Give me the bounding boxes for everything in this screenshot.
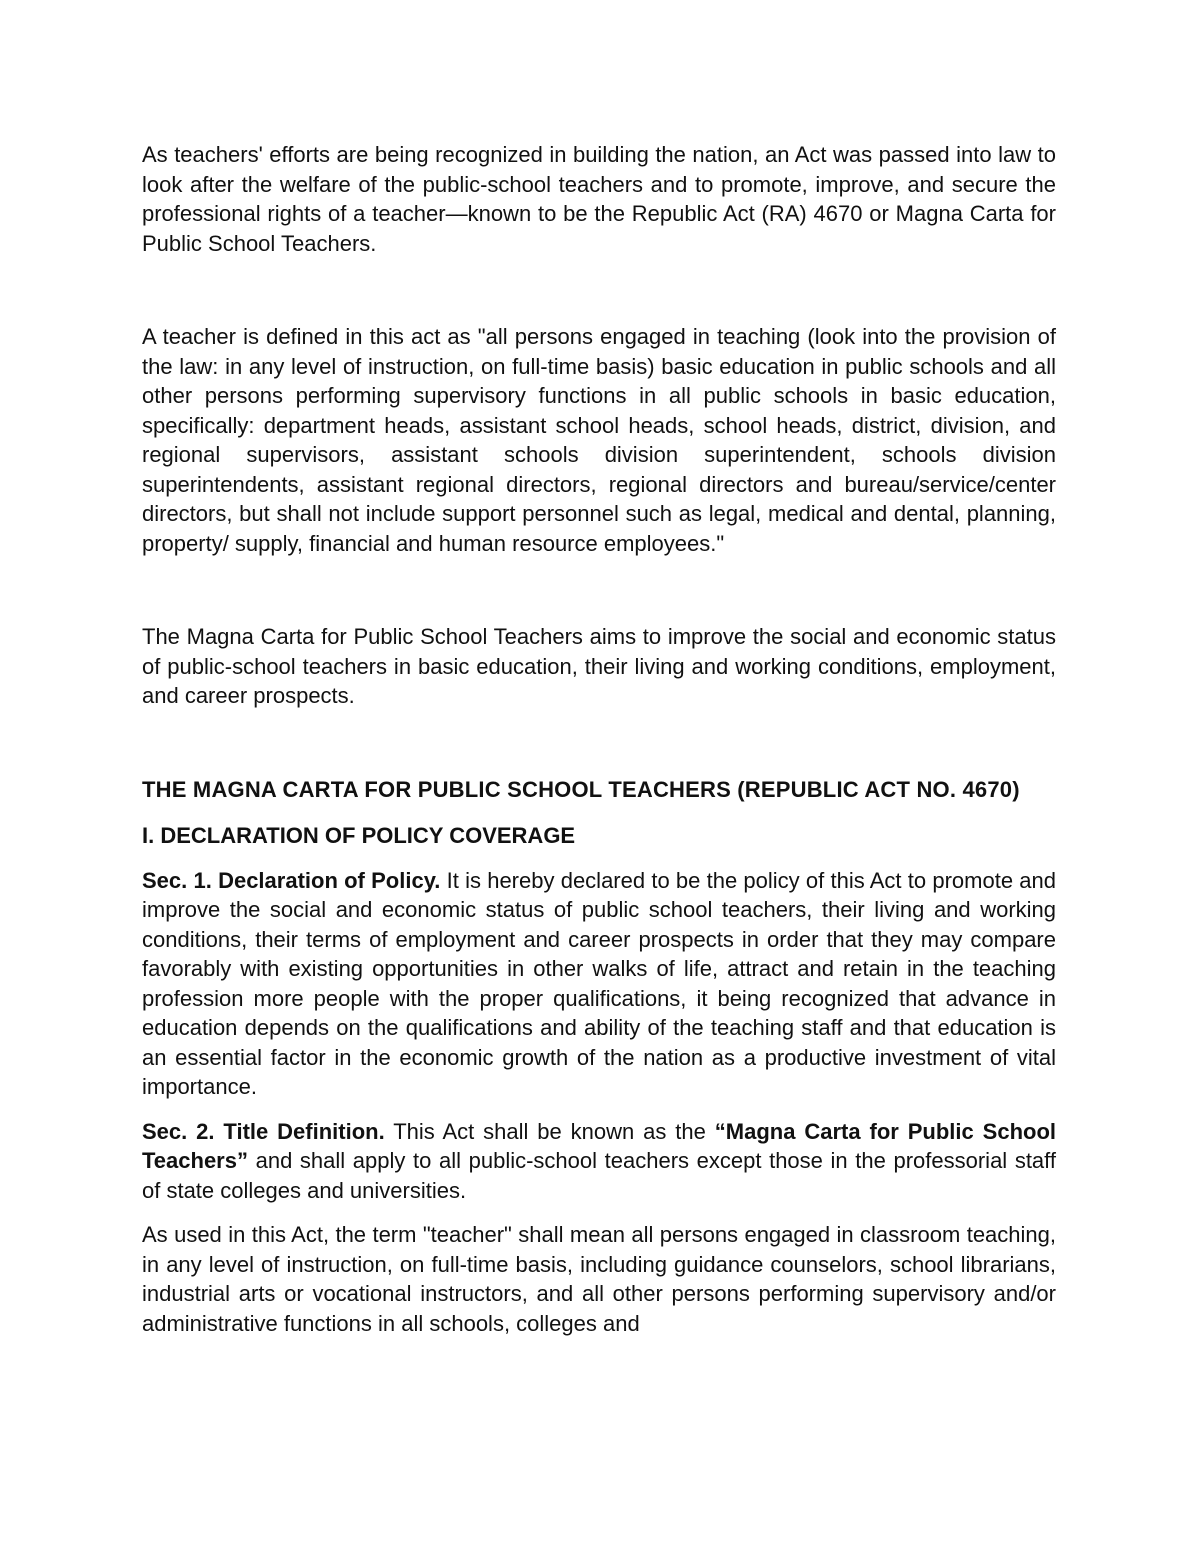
section-2-paragraph	[142, 1117, 1056, 1206]
document-page	[142, 140, 1056, 1338]
section-1-text: It is hereby declared to be the policy of this Act to promote and improve the social and economic status of public school teachers, their living and working conditions, their terms of employment and career prospects in order that they may compare favorably with existing opportunities in other walks of life, attract and retain in the teaching profession more people with the proper qualifications, it being recognized that advance in education depends on the qualifications and ability of the teaching staff and that education is an essential factor in the economic growth of the nation as a productive investment of vital importance.	[142, 867, 1056, 1099]
section-2-quoted-title: “Magna Carta for Public School Teachers”	[142, 1118, 1057, 1173]
act-title: THE MAGNA CARTA FOR PUBLIC SCHOOL TEACHERS (REPUBLIC ACT NO. 4670)	[142, 776, 1020, 802]
section-1-paragraph	[142, 866, 1056, 1102]
intro-paragraph-3: The Magna Carta for Public School Teachers aims to improve the social and economic status of public-school teachers in basic education, their living and working conditions, employment, and career prospects.	[142, 624, 1056, 708]
intro-paragraph-1: As teachers' efforts are being recognized in building the nation, an Act was passed into law to look after the welfare of the public-school teachers and to promote, improve, and secure the professional rights of a teacher—known to be the Republic Act (RA) 4670 or Magna Carta for Public School Teachers.	[142, 142, 1056, 256]
section-2-text-a: This Act shall be known as the	[384, 1118, 715, 1144]
section-2-label: Sec. 2. Title Definition.	[142, 1118, 385, 1144]
section-2-text-b: and shall apply to all public-school teachers except those in the professorial staff of state colleges and universities.	[142, 1148, 1056, 1203]
intro-paragraph-2: A teacher is defined in this act as "all persons engaged in teaching (look into the provision of the law: in any level of instruction, on full-time basis) basic education in public schools and all other persons performing supervisory functions in all public schools in basic education, specifically: department heads, assistant school heads, school heads, district, division, and regional supervisors, assistant schools division superintendent, schools division superintendents, assistant regional directors, regional directors and bureau/service/center directors, but shall not include support personnel such as legal, medical and dental, planning, property/ supply, financial and human resource employees."	[142, 324, 1056, 556]
section-1-label: Sec. 1. Declaration of Policy.	[142, 867, 441, 893]
section-2-definition-paragraph: As used in this Act, the term "teacher" shall mean all persons engaged in classroom teaching, in any level of instruction, on full-time basis, including guidance counselors, school librarians, industrial arts or vocational instructors, and all other persons performing supervisory and/or administrative functions in all schools, colleges and	[142, 1222, 1056, 1336]
section-heading: I. DECLARATION OF POLICY COVERAGE	[142, 823, 576, 848]
